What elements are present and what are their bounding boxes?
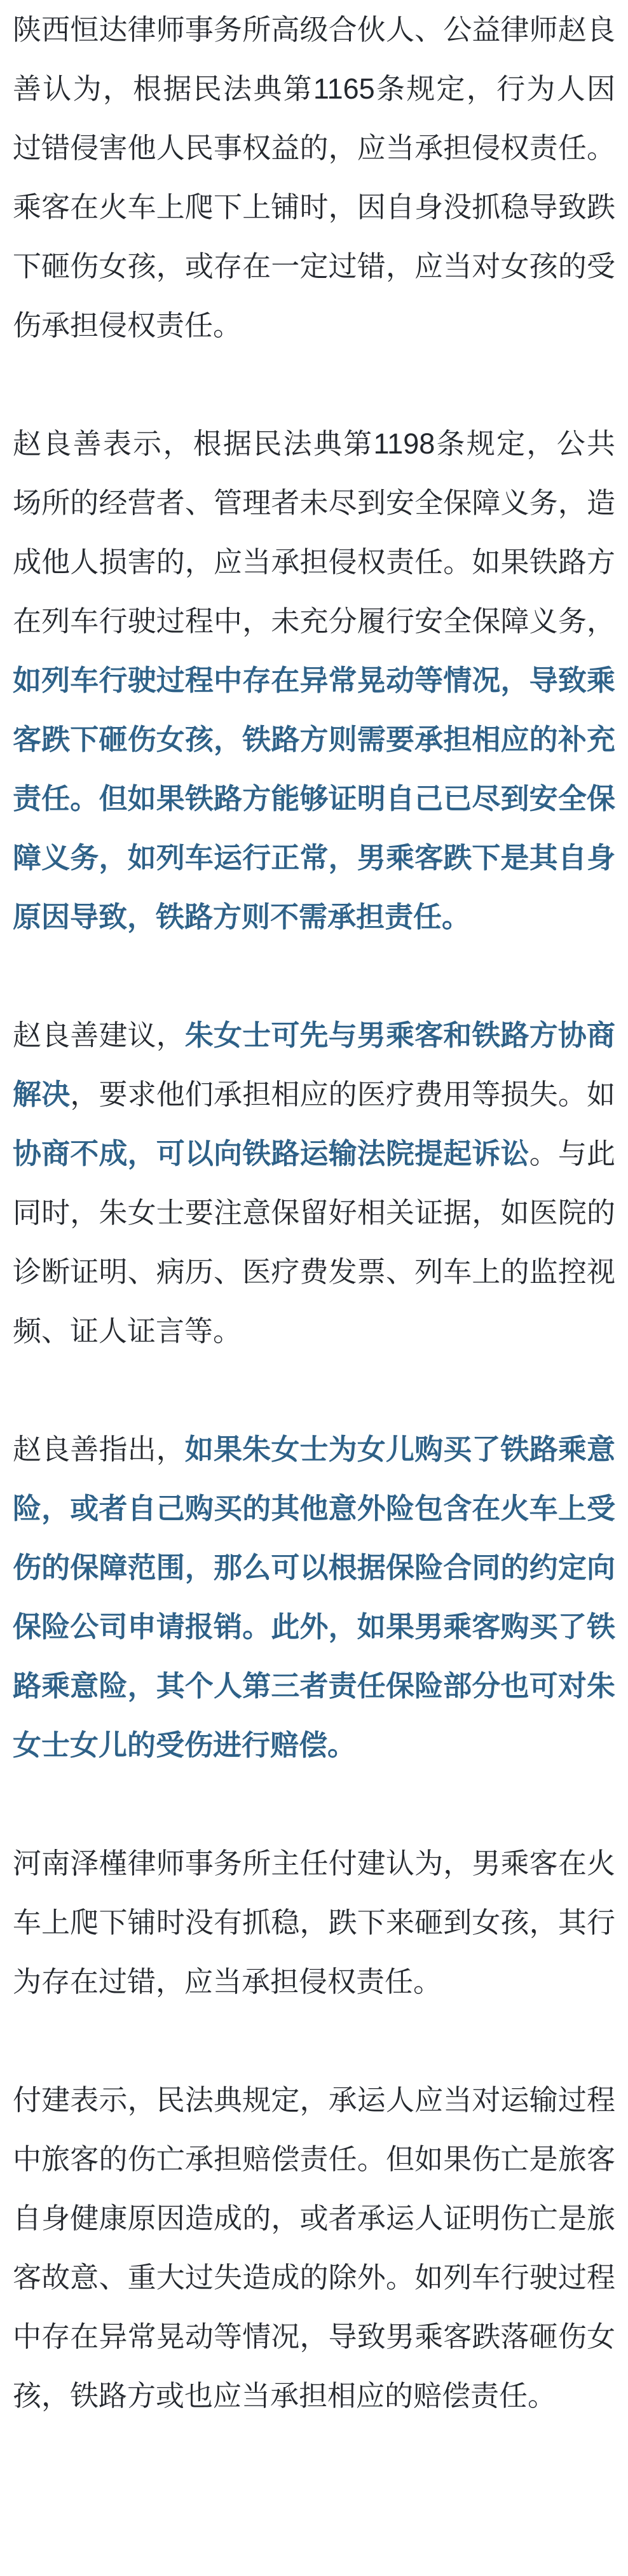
text-segment: 付建表示，民法典规定，承运人应当对运输过程中旅客的伤亡承担赔偿责任。但如果伤亡是旅客自身健康原因造成的，或者承运人证明伤亡是旅客故意、重大过失造成的除外。如列车行驶过程中存在异常晃动等情况，导致男乘客跌落砸伤女孩，铁路方或也应当承担相应的赔偿责任。	[13, 2084, 615, 2412]
paragraph	[13, 1006, 615, 1361]
text-segment: 赵良善指出，	[13, 1433, 185, 1465]
text-segment: 。与此同时，朱女士要注意保留好相关证据，如医院的诊断证明、病历、医疗费发票、列车上的监控视频、证人证言等。	[13, 1137, 615, 1347]
paragraph	[13, 1834, 615, 2011]
paragraph	[13, 1420, 615, 1775]
highlighted-text: 如果朱女士为女儿购买了铁路乘意险，或者自己购买的其他意外险包含在火车上受伤的保障范围，那么可以根据保险合同的约定向保险公司申请报销。此外，如果男乘客购买了铁路乘意险，其个人第三者责任保险部分也可对朱女士女儿的受伤进行赔偿。	[13, 1433, 615, 1761]
highlighted-text: 朱女士可先与男乘客和铁路方协商解决	[13, 1019, 615, 1111]
text-segment: 陕西恒达律师事务所高级合伙人、公益律师赵良善认为，根据民法典第1165条规定，行为人因过错侵害他人民事权益的，应当承担侵权责任。乘客在火车上爬下上铺时，因自身没抓稳导致跌下砸伤女孩，或存在一定过错，应当对女孩的受伤承担侵权责任。	[13, 13, 615, 342]
text-segment: 赵良善建议，	[13, 1019, 185, 1051]
text-segment: ，要求他们承担相应的医疗费用等损失。如	[70, 1078, 615, 1111]
highlighted-text: 如列车行驶过程中存在异常晃动等情况，导致乘客跌下砸伤女孩，铁路方则需要承担相应的补充责任。但如果铁路方能够证明自己已尽到安全保障义务，如列车运行正常，男乘客跌下是其自身原因导致，铁路方则不需承担责任。	[13, 664, 615, 933]
paragraph	[13, 414, 615, 946]
text-segment: 赵良善表示，根据民法典第1198条规定，公共场所的经营者、管理者未尽到安全保障义务，造成他人损害的，应当承担侵权责任。如果铁路方在列车行驶过程中，未充分履行安全保障义务，	[13, 427, 615, 637]
highlighted-text: 协商不成，可以向铁路运输法院提起诉讼	[13, 1137, 529, 1170]
paragraph	[13, 2070, 615, 2425]
paragraph	[13, 0, 615, 355]
text-segment: 河南泽槿律师事务所主任付建认为，男乘客在火车上爬下铺时没有抓稳，跌下来砸到女孩，其行为存在过错，应当承担侵权责任。	[13, 1847, 615, 1998]
